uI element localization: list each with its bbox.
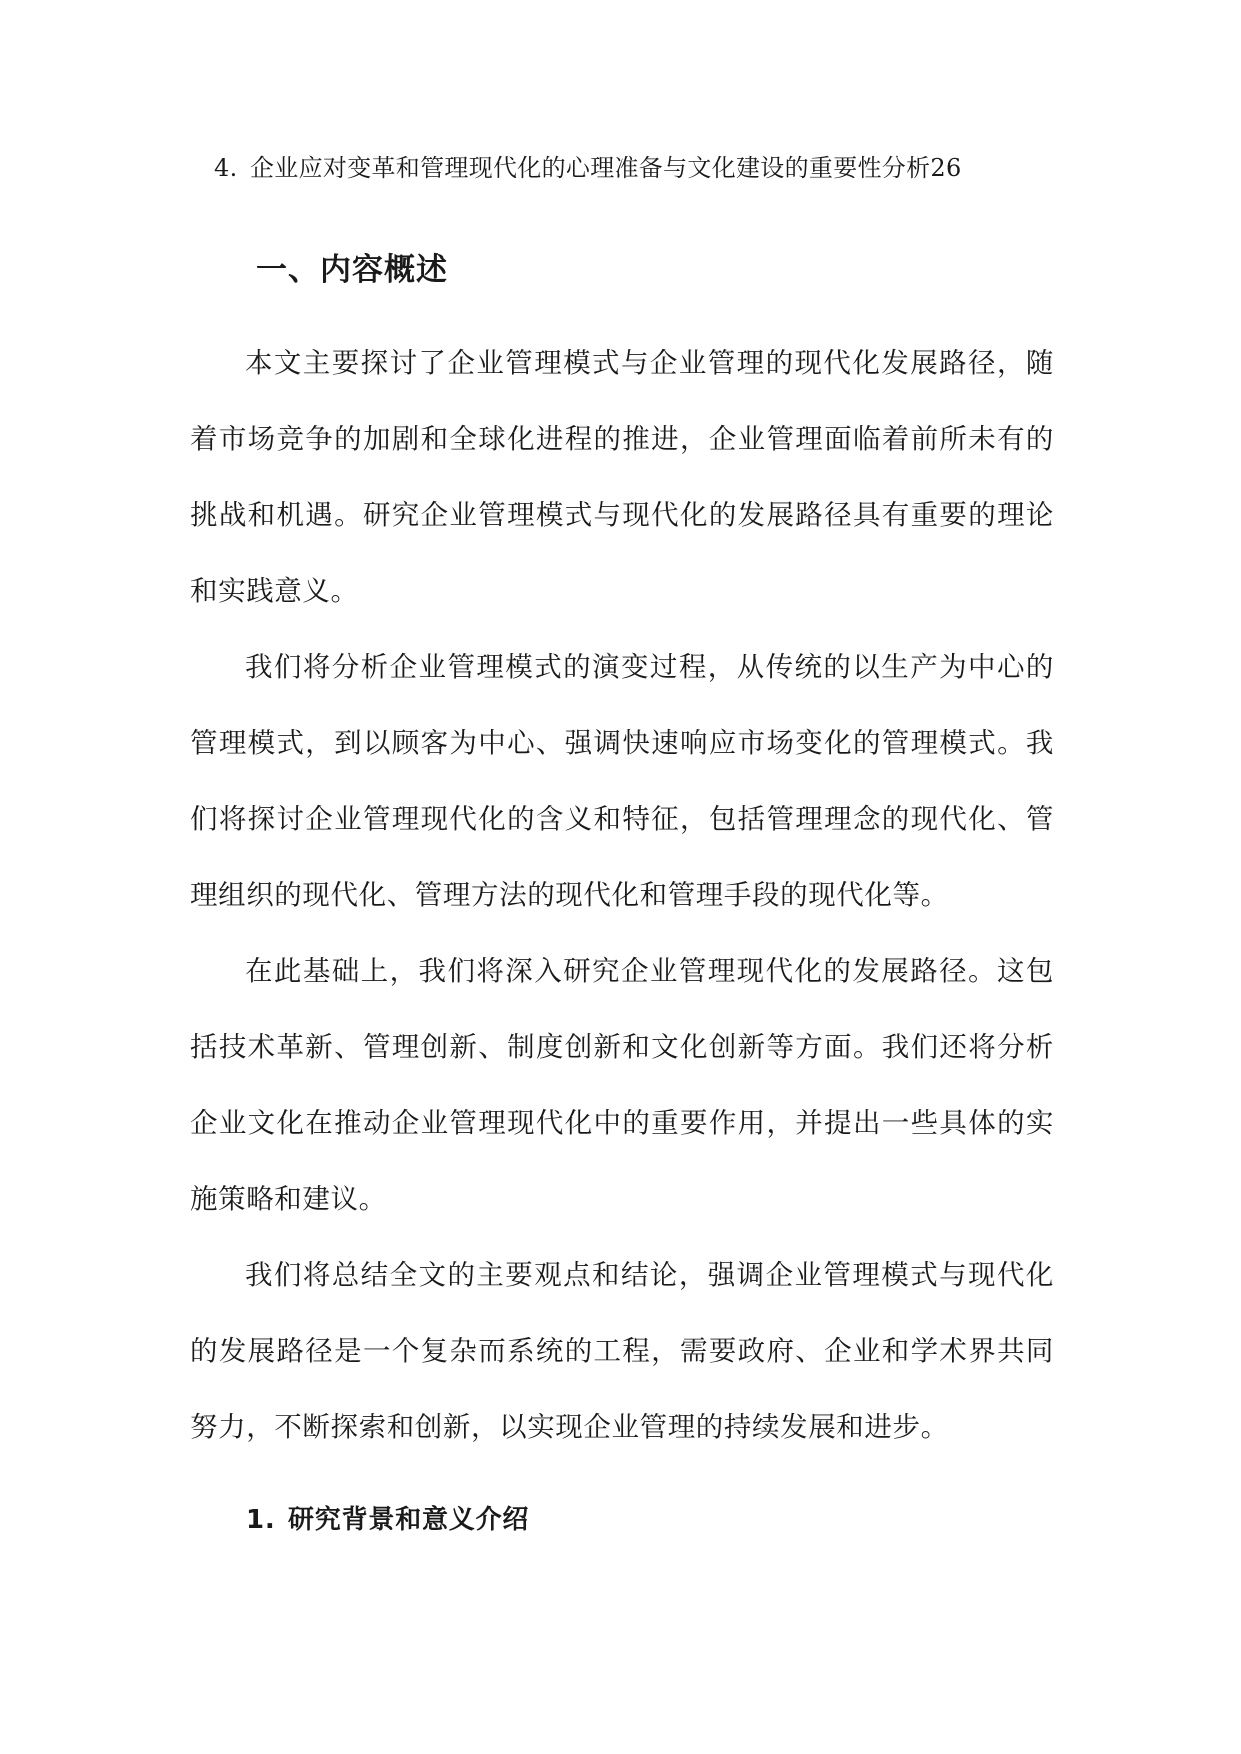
subsection-number: 1. [246, 1505, 276, 1535]
section-heading: 一、内容概述 [256, 252, 448, 288]
body-text [190, 325, 1054, 1465]
toc-entry[interactable] [214, 150, 1114, 186]
subsection-title: 研究背景和意义介绍 [288, 1505, 530, 1535]
paragraph-4: 我们将总结全文的主要观点和结论，强调企业管理模式与现代化的发展路径是一个复杂而系统的工程，需要政府、企业和学术界共同努力，不断探索和创新，以实现企业管理的持续发展和进步。 [190, 1259, 1054, 1443]
toc-entry-page: 26 [930, 154, 962, 182]
toc-entry-text: 企业应对变革和管理现代化的心理准备与文化建设的重要性分析 [250, 154, 931, 182]
paragraph-1: 本文主要探讨了企业管理模式与企业管理的现代化发展路径，随着市场竞争的加剧和全球化进程的推进，企业管理面临着前所未有的挑战和机遇。研究企业管理模式与现代化的发展路径具有重要的理论和实践意义。 [190, 347, 1054, 607]
paragraph-3: 在此基础上，我们将深入研究企业管理现代化的发展路径。这包括技术革新、管理创新、制度创新和文化创新等方面。我们还将分析企业文化在推动企业管理现代化中的重要作用，并提出一些具体的实施策略和建议。 [190, 955, 1054, 1215]
subsection-heading [246, 1500, 529, 1540]
toc-entry-number: 4. [214, 154, 238, 182]
paragraph-2: 我们将分析企业管理模式的演变过程，从传统的以生产为中心的管理模式，到以顾客为中心、强调快速响应市场变化的管理模式。我们将探讨企业管理现代化的含义和特征，包括管理理念的现代化、管理组织的现代化、管理方法的现代化和管理手段的现代化等。 [190, 651, 1054, 911]
